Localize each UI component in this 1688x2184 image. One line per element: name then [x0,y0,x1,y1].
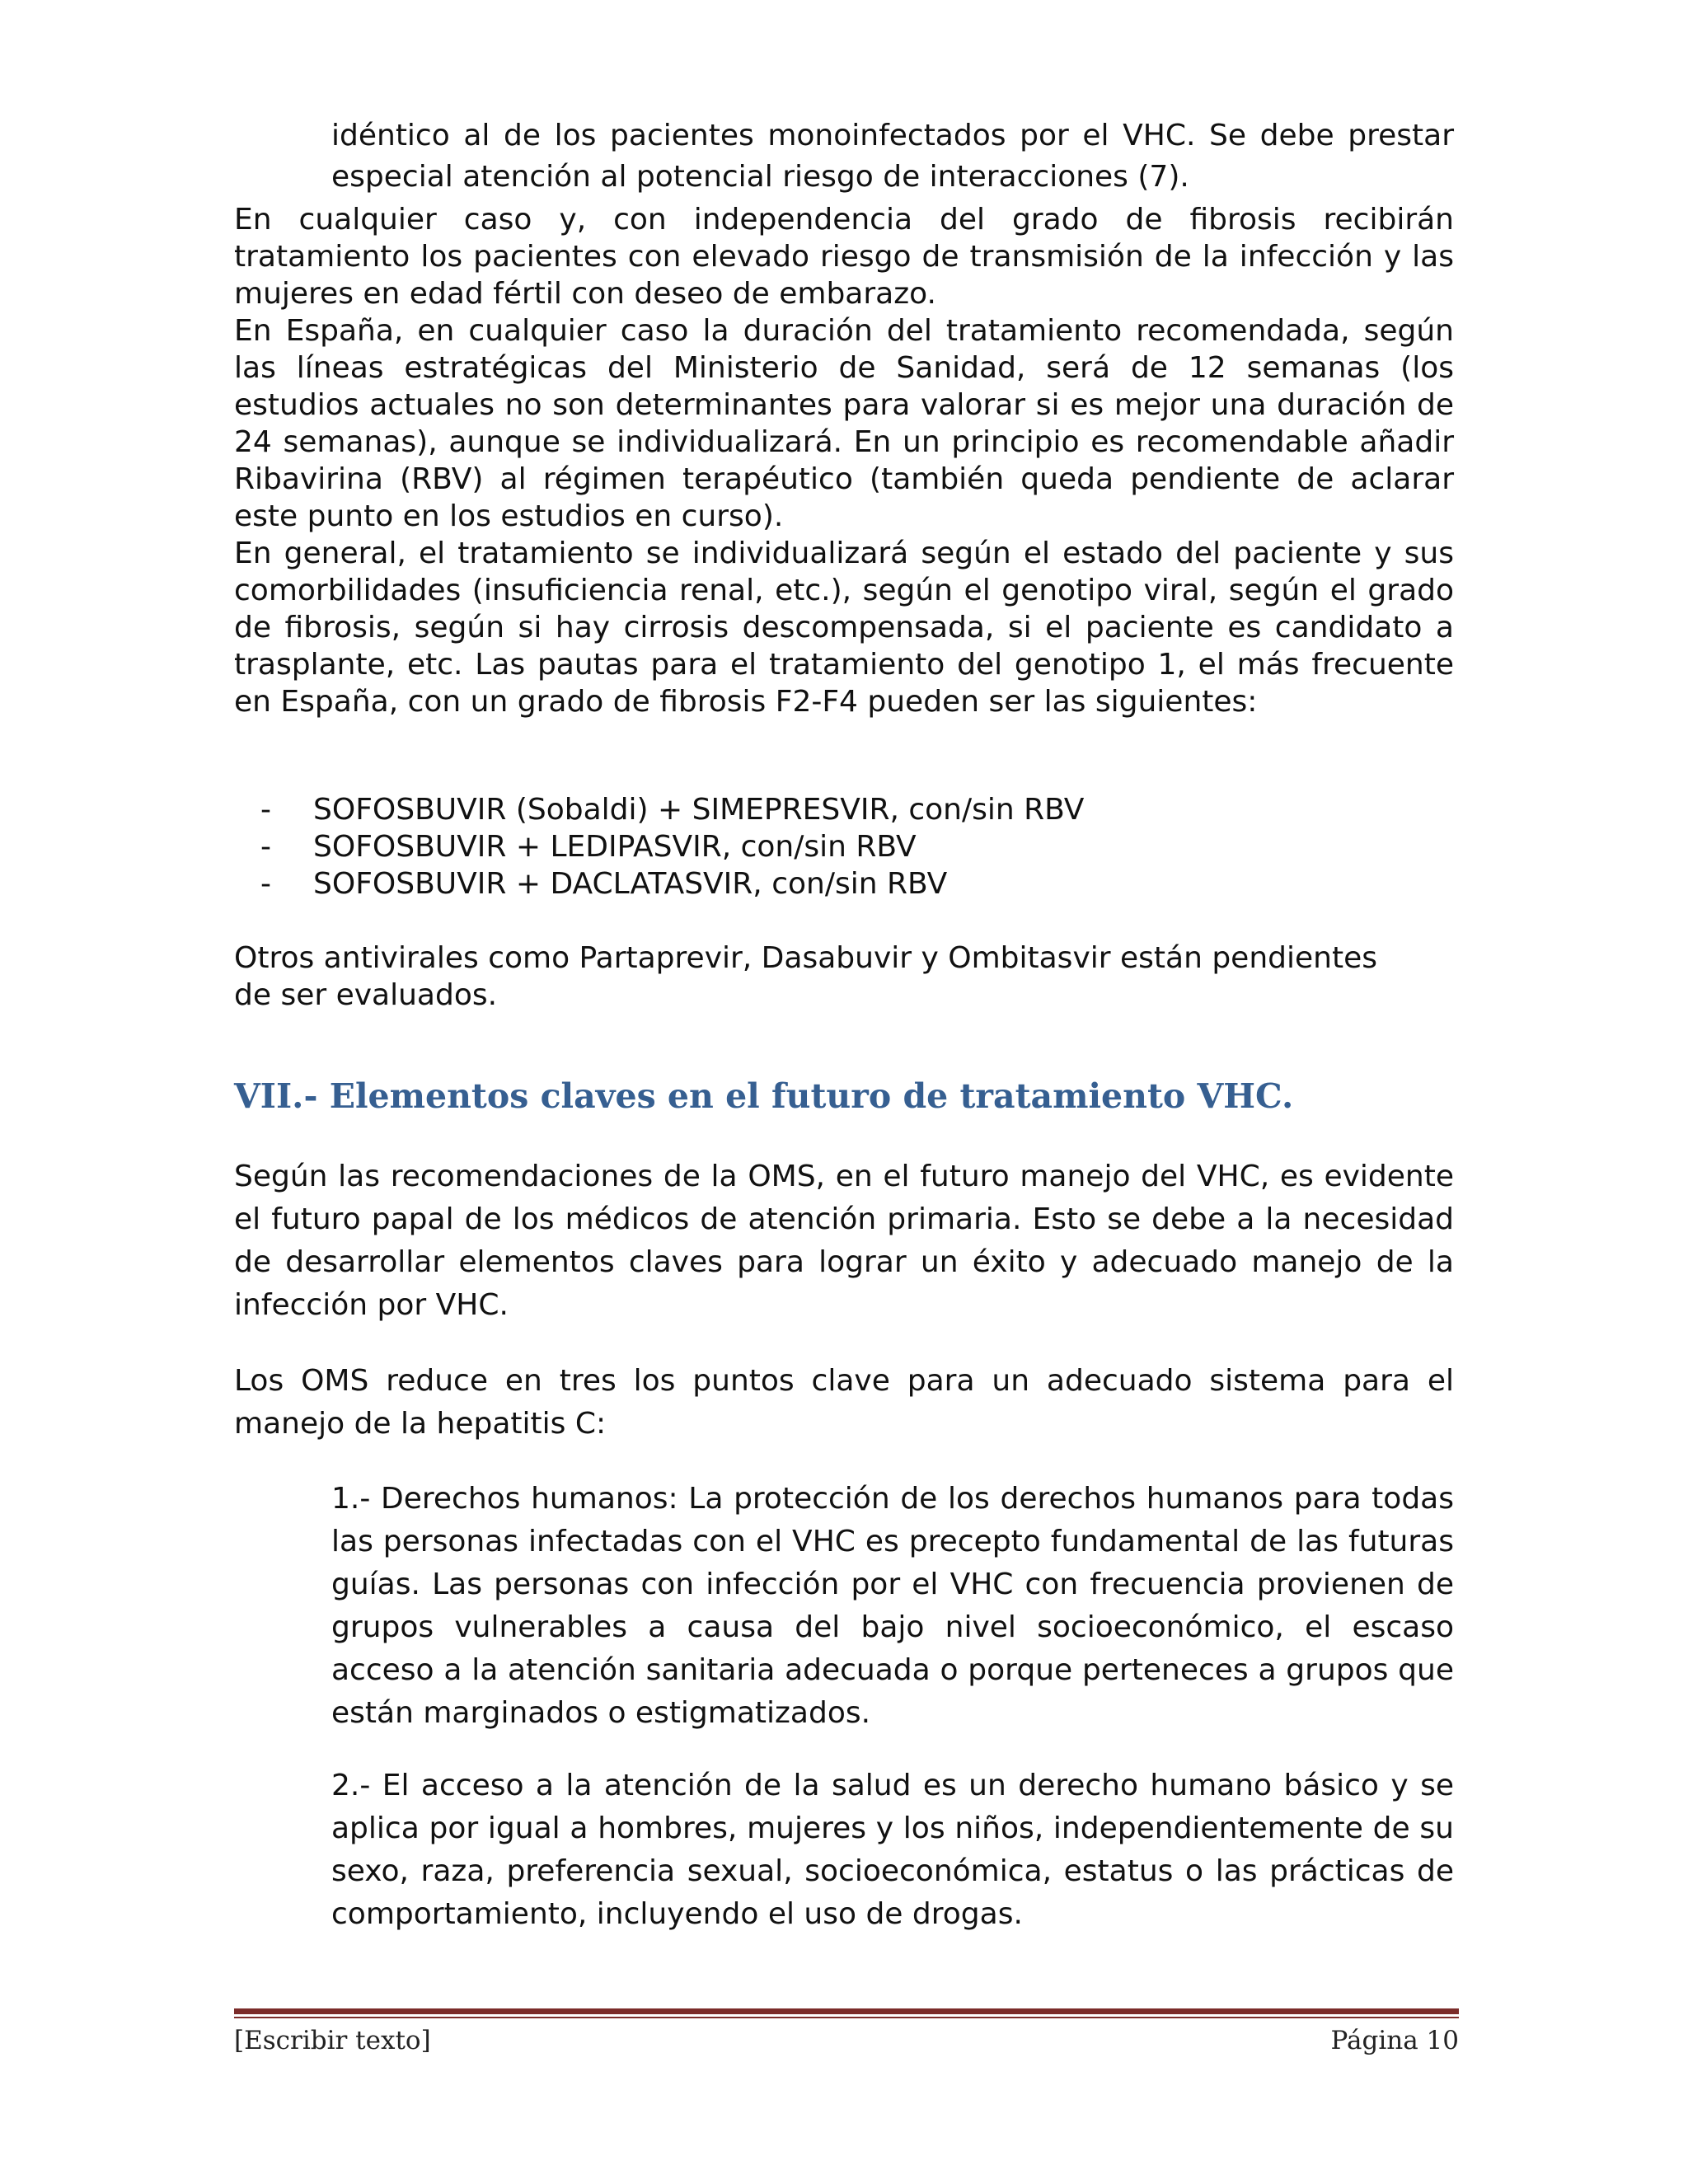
list-item-text: SOFOSBUVIR + LEDIPASVIR, con/sin RBV [313,830,917,864]
footer-rule-thin [234,2017,1459,2018]
list-dash: - [260,793,271,827]
regimen-list [260,791,1084,902]
section-heading: VII.- Elementos claves en el futuro de tratamiento VHC. [234,1076,1294,1116]
footer-placeholder-text: [Escribir texto] [234,2026,431,2055]
list-item [260,865,1084,902]
list-item-text: SOFOSBUVIR (Sobaldi) + SIMEPRESVIR, con/sin RBV [313,793,1085,827]
list-item [260,828,1084,865]
list-dash: - [260,830,271,864]
paragraph-point-1: 1.- Derechos humanos: La protección de los derechos humanos para todas las personas infectadas con el VHC es precepto fundamental de las futuras guías. Las personas con infección por el VHC con frecuencia provienen de grupos vulnerables a causa del bajo nivel socioeconómico, el escaso acceso a la atención sanitaria adecuada o porque perteneces a grupos que están marginados o estigmatizados. [331,1482,1454,1730]
list-dash: - [260,867,271,901]
paragraph-who-recommendations: Según las recomendaciones de la OMS, en el futuro manejo del VHC, es evidente el futuro papal de los médicos de atención primaria. Esto se debe a la necesidad de desarrollar elementos claves para lograr un éxito y adecuado manejo de la infección por VHC. [234,1160,1454,1322]
paragraph-other-antivirals: Otros antivirales como Partaprevir, Dasabuvir y Ombitasvir están pendientes de ser evaluados. [234,941,1377,1012]
footer-rule [234,2008,1459,2014]
paragraph-continuation: idéntico al de los pacientes monoinfectados por el VHC. Se debe prestar especial atención al potencial riesgo de interacciones (7). [331,119,1454,194]
paragraph-any-case: En cualquier caso y, con independencia del grado de fibrosis recibirán tratamiento los pacientes con elevado riesgo de transmisión de la infección y las mujeres en edad fértil con deseo de embarazo. [234,203,1454,311]
list-item-text: SOFOSBUVIR + DACLATASVIR, con/sin RBV [313,867,948,901]
paragraph-spain-duration: En España, en cualquier caso la duración del tratamiento recomendada, según las líneas estratégicas del Ministerio de Sanidad, será de 12 semanas (los estudios actuales no son determinantes para valorar si es mejor una duración de 24 semanas), aunque se individualizará. En un principio es recomendable añadir Ribavirina (RBV) al régimen terapéutico (también queda pendiente de aclarar este punto en los estudios en curso). [234,314,1454,533]
paragraph-key-points-intro: Los OMS reduce en tres los puntos clave para un adecuado sistema para el manejo de la hepatitis C: [234,1364,1454,1441]
paragraph-point-2: 2.- El acceso a la atención de la salud es un derecho humano básico y se aplica por igual a hombres, mujeres y los niños, independientemente de su sexo, raza, preferencia sexual, socioeconómica, estatus o las prácticas de comportamiento, incluyendo el uso de drogas. [331,1769,1454,1931]
list-item [260,791,1084,828]
page-number: Página 10 [1330,2026,1459,2055]
paragraph-individualized: En general, el tratamiento se individualizará según el estado del paciente y sus comorbilidades (insuficiencia renal, etc.), según el genotipo viral, según el grado de fibrosis, según si hay cirrosis descompensada, si el paciente es candidato a trasplante, etc. Las pautas para el tratamiento del genotipo 1, el más frecuente en España, con un grado de fibrosis F2-F4 pueden ser las siguientes: [234,537,1454,719]
